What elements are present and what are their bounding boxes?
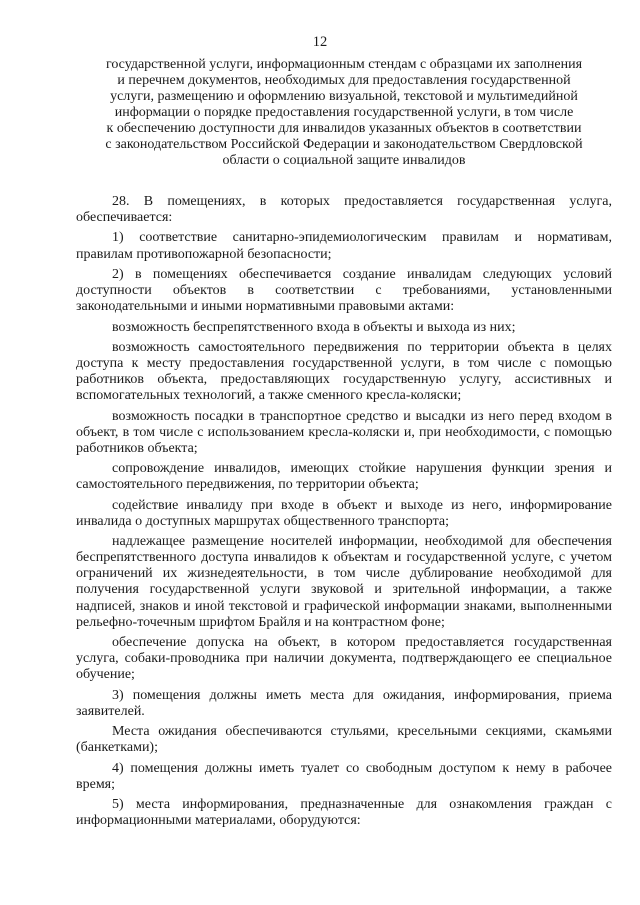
heading-line: области о социальной защите инвалидов xyxy=(222,153,466,168)
paragraph-condition: возможность беспрепятственного входа в объекты и выхода из них; xyxy=(112,319,516,335)
paragraph-subitem-1: 1) соответствие санитарно-эпидемиологическим правилам и нормативам, правилам противопожарной безопасности; xyxy=(76,230,612,262)
paragraph-condition: возможность посадки в транспортное средство и высадки из него перед входом в объект, в том числе с использованием кресла-коляски и, при необходимости, с помощью работников объекта; xyxy=(76,408,612,456)
paragraph-condition: обеспечение допуска на объект, в котором предоставляется государственная услуга, собаки-проводника при наличии документа, подтверждающего ее специальное обучение; xyxy=(76,635,612,683)
paragraph-subitem-3: 3) помещения должны иметь места для ожидания, информирования, приема заявителей. xyxy=(76,687,612,719)
paragraph-condition: сопровождение инвалидов, имеющих стойкие нарушения функции зрения и самостоятельного передвижения, по территории объекта; xyxy=(76,461,612,493)
paragraph-subitem-4: 4) помещения должны иметь туалет со свободным доступом к нему в рабочее время; xyxy=(76,760,612,792)
heading-line: государственной услуги, информационным стендам с образцами их заполнения xyxy=(105,57,583,72)
section-heading xyxy=(76,57,612,169)
heading-line: информации о порядке предоставления государственной услуги, в том числе xyxy=(114,105,574,120)
heading-line: с законодательством Российской Федерации и законодательством Свердловской xyxy=(105,137,583,152)
paragraph-condition: надлежащее размещение носителей информации, необходимой для обеспечения беспрепятственного доступа инвалидов к объектам и государственной услуге, с учетом ограничений их жизнедеятельности, в том числе дублирование необходимой для получения государственной услуги звуковой и зрительной информации, а также надписей, знаков и иной текстовой и графической информации знаками, выполненными рельефно-точечным шрифтом Брайля и на контрастном фоне; xyxy=(76,534,612,630)
document-body xyxy=(76,194,612,834)
paragraph-condition: возможность самостоятельного передвижения по территории объекта в целях доступа к месту предоставления государственной услуги, в том числе с помощью работников объекта, предоставляющих государственную услугу, ассистивных и вспомогательных технологий, а также сменного кресла-коляски; xyxy=(76,339,612,404)
paragraph-item-28: 28. В помещениях, в которых предоставляется государственная услуга, обеспечивается: xyxy=(76,194,612,226)
heading-line: к обеспечению доступности для инвалидов указанных объектов в соответствии xyxy=(106,121,582,136)
paragraph-subitem-2: 2) в помещениях обеспечивается создание инвалидам следующих условий доступности объектов в соответствии с требованиями, установленными законодательными и иными нормативными правовыми актами: xyxy=(76,266,612,315)
paragraph-subitem-5: 5) места информирования, предназначенные для ознакомления граждан с информационными материалами, оборудуются: xyxy=(76,797,612,829)
heading-line: и перечнем документов, необходимых для предоставления государственной xyxy=(117,73,571,88)
paragraph-waiting-places: Места ожидания обеспечиваются стульями, кресельными секциями, скамьями (банкетками); xyxy=(76,724,612,756)
paragraph-condition: содействие инвалиду при входе в объект и выходе из него, информирование инвалида о доступных маршрутах общественного транспорта; xyxy=(76,497,612,529)
page-number: 12 xyxy=(312,34,328,50)
heading-line: услуги, размещению и оформлению визуальной, текстовой и мультимедийной xyxy=(110,89,578,104)
